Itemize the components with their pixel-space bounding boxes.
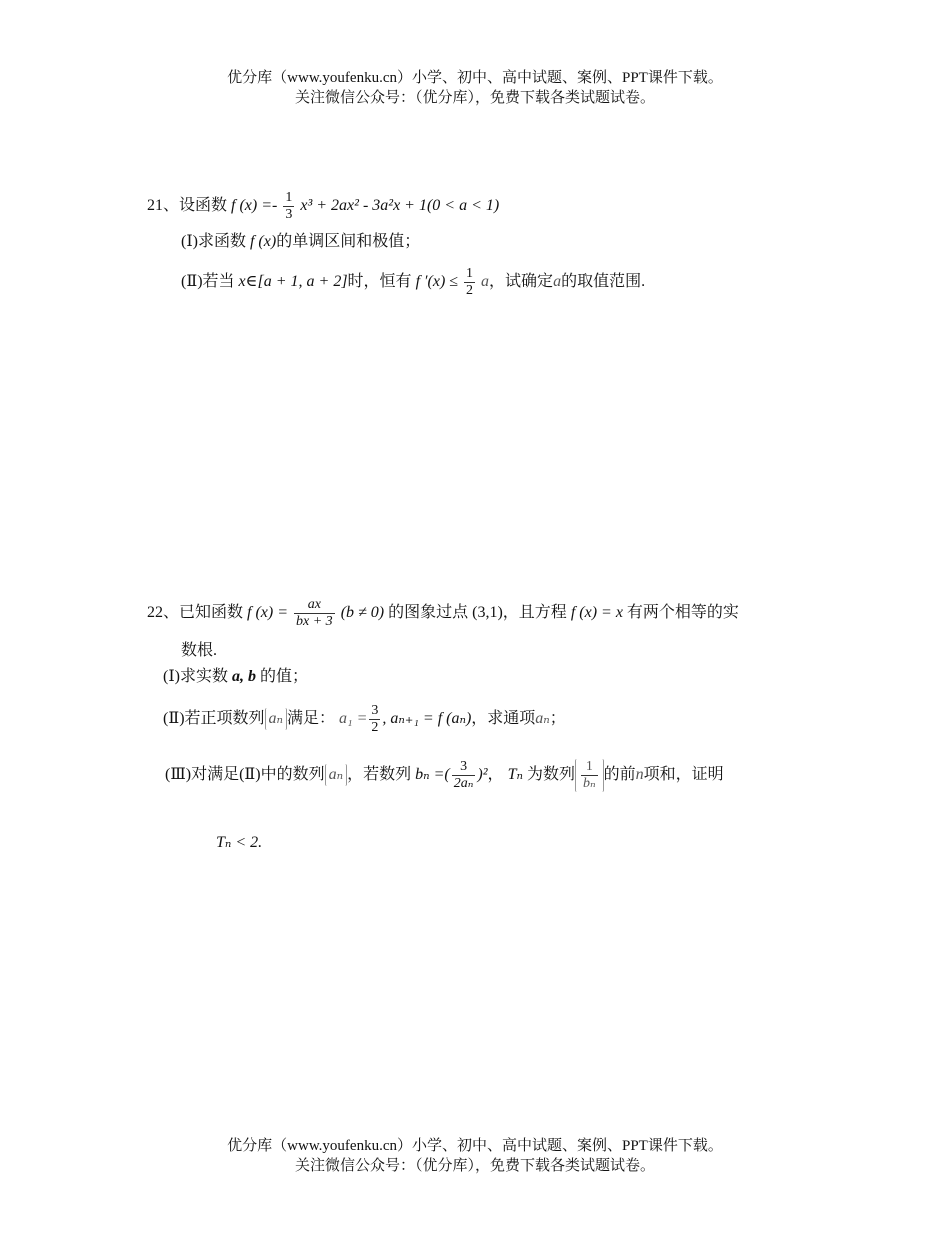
q21-stem (147, 190, 499, 223)
footer-line-1: 优分库（www.youfenku.cn）小学、初中、高中试题、案例、PPT课件下载。 (227, 1138, 723, 1154)
header-line-2: 关注微信公众号：（优分库），免费下载各类试题试卷。 (294, 90, 655, 106)
q22-fraction: $\frac{ax}{bx + 3}$ (296, 597, 333, 629)
q22-part3: (Ⅲ)对满足(Ⅱ)中的数列 aₙ ，若数列 bₙ =( $\frac{3}{\text{2aₙ}}$ )²， Tₙ 为数列 $\frac{1}{\text{bₙ}}$ 的前n项和，证明 (165, 759, 724, 791)
q21-function: f (x) =- (231, 197, 278, 215)
q22-number: 22、已知函数 (147, 604, 244, 622)
q22-conclusion: Tₙ < 2. (216, 834, 263, 851)
q22-part2: (Ⅱ)若正项数列 aₙ 满足： a₁ = $\frac{3}{2}$ , aₙ₊₁ = f (aₙ)，求通项aₙ； (163, 703, 566, 735)
page-footer (0, 1136, 950, 1176)
q22-stem: 22、已知函数 f (x) = $\frac{ax}{bx + 3}$ (b ≠ 0) 的图象过点 (3,1)，且方程 f (x) = x 有两个相等的实 (147, 597, 739, 629)
q21-part2: (Ⅱ)若当 x∈[a + 1, a + 2]时，恒有 f ′(x) ≤ $\frac{1}{2}$ a，试确定a的取值范围. (181, 266, 646, 298)
header-line-1: 优分库（www.youfenku.cn）小学、初中、高中试题、案例、PPT课件下载。 (227, 70, 723, 86)
q21-part1: (Ⅰ)求函数 f (x)的单调区间和极值； (181, 233, 421, 250)
q21-expression: x³ + 2ax² - 3a²x + 1(0 < a < 1) (300, 197, 500, 215)
q21-number: 21、设函数 (147, 197, 228, 215)
q21-half-fraction: $\frac{1}{2}$ (466, 266, 474, 298)
q22-part1: (Ⅰ)求实数 a, b 的值； (163, 668, 308, 685)
page-header (0, 68, 950, 108)
q22-stem-continued: 数根. (181, 642, 218, 659)
q21-fraction: $\frac{1}{3}$ (285, 190, 293, 222)
footer-line-2: 关注微信公众号：（优分库），免费下载各类试题试卷。 (294, 1158, 655, 1174)
